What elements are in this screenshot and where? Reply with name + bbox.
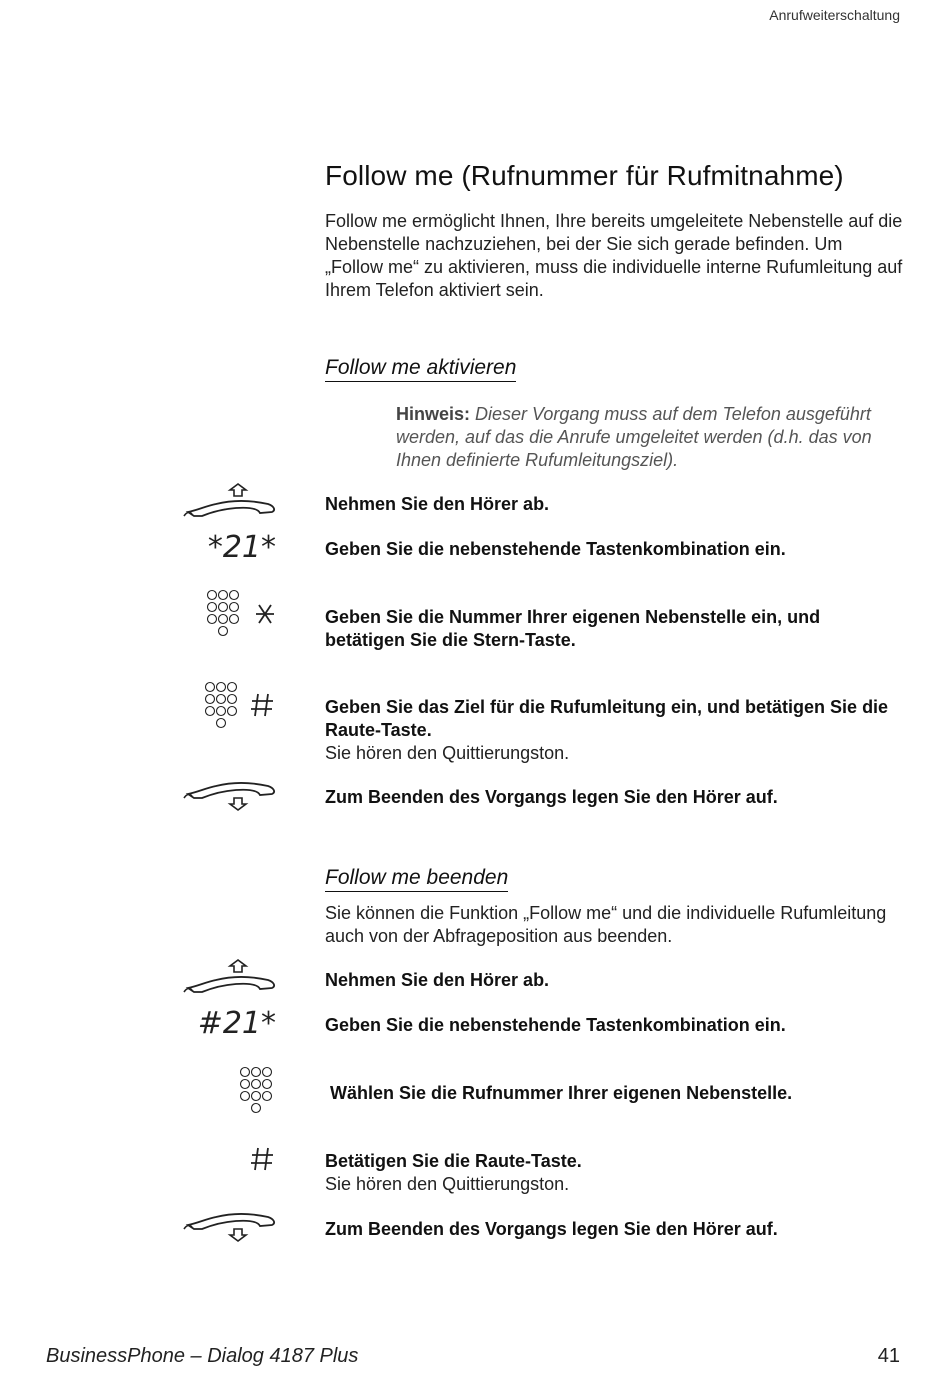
key-code-hash-21-star: #21* (197, 1006, 276, 1041)
handset-replace-icon (180, 1203, 280, 1247)
keypad-star-icon (204, 588, 284, 642)
deactivate-step-2 (325, 1014, 905, 1037)
hint-text: Dieser Vorgang muss auf dem Telefon ausgeführt werden, auf das die Anrufe umgeleitet werden (d.h. das von Ihnen definierte Rufumleitungsziel). (396, 404, 872, 470)
page-title: Follow me (Rufnummer für Rufmitnahme) (325, 160, 844, 191)
activate-step-1 (325, 493, 905, 516)
activate-step-3 (325, 606, 905, 652)
step-text: Wählen Sie die Rufnummer Ihrer eigenen Nebenstelle. (330, 1083, 793, 1103)
step-text: Geben Sie die nebenstehende Tastenkombination ein. (325, 539, 786, 559)
step-text: Zum Beenden des Vorgangs legen Sie den Hörer auf. (325, 1219, 778, 1239)
step-text: Betätigen Sie die Raute-Taste. (325, 1151, 582, 1171)
step-text: Geben Sie das Ziel für die Rufumleitung ein, und betätigen Sie die Raute-Taste. (325, 697, 889, 740)
hint-note (396, 403, 916, 472)
step-text: Geben Sie die Nummer Ihrer eigenen Nebenstelle ein, und betätigen Sie die Stern-Taste. (325, 607, 821, 650)
hash-key-icon (248, 1144, 278, 1174)
handset-lift-icon (180, 476, 280, 520)
section-heading-activate: Follow me aktivieren (325, 356, 516, 382)
deactivate-step-5 (325, 1218, 905, 1241)
step-text: Geben Sie die nebenstehende Tastenkombination ein. (325, 1015, 786, 1035)
key-code-star-21-star: *21* (207, 530, 276, 565)
step-note: Sie hören den Quittierungston. (325, 1174, 570, 1194)
deactivate-step-3 (330, 1082, 910, 1105)
page-number: 41 (877, 1345, 900, 1367)
footer-product: BusinessPhone – Dialog 4187 Plus (46, 1345, 359, 1367)
intro-paragraph: Follow me ermöglicht Ihnen, Ihre bereits umgeleitete Nebenstelle auf die Nebenstelle nachzuziehen, bei der Sie sich gerade befinden. Um „Follow me“ zu aktivieren, muss die individuelle interne Rufumleitung auf Ihrem Telefon aktiviert sein. (325, 211, 903, 300)
step-text: Nehmen Sie den Hörer ab. (325, 494, 550, 514)
keypad-hash-icon (202, 680, 282, 734)
deactivate-step-4 (325, 1150, 905, 1196)
handset-lift-icon (180, 952, 280, 996)
keypad-icon (237, 1065, 281, 1119)
running-header: Anrufweiterschaltung (769, 7, 900, 23)
deactivate-step-1 (325, 969, 905, 992)
step-text: Zum Beenden des Vorgangs legen Sie den Hörer auf. (325, 787, 778, 807)
activate-step-5 (325, 786, 905, 809)
step-text: Nehmen Sie den Hörer ab. (325, 970, 550, 990)
section-heading-deactivate: Follow me beenden (325, 866, 508, 892)
handset-replace-icon (180, 772, 280, 816)
step-note: Sie hören den Quittierungston. (325, 743, 570, 763)
hint-label: Hinweis: (396, 404, 471, 424)
deactivate-intro: Sie können die Funktion „Follow me“ und die individuelle Rufumleitung auch von der Abfrageposition aus beenden. (325, 903, 887, 946)
activate-step-4 (325, 696, 905, 765)
activate-step-2 (325, 538, 905, 561)
